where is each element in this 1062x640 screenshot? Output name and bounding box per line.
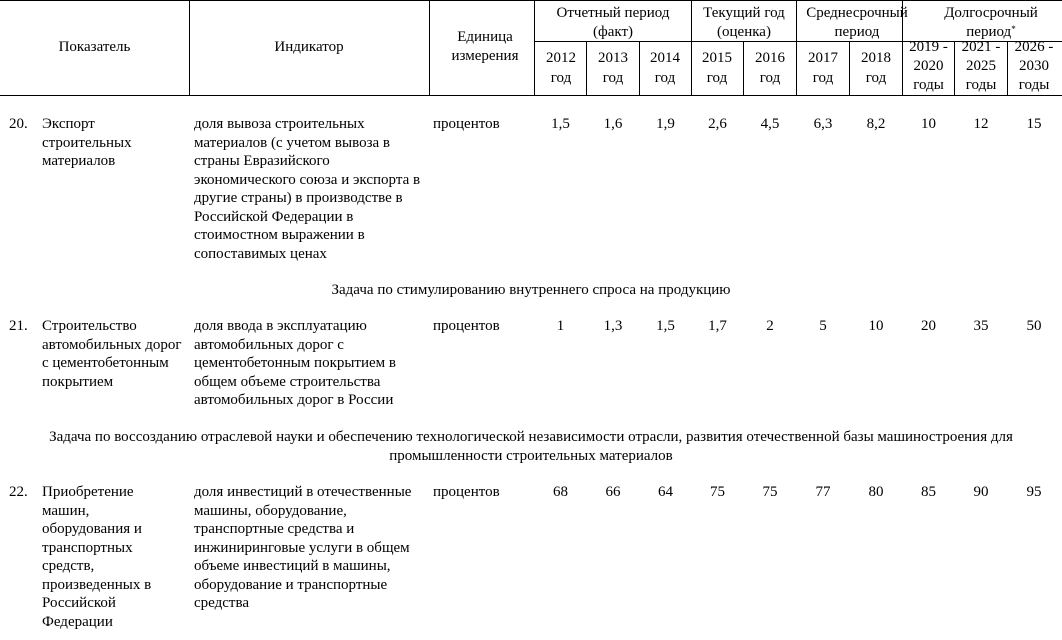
row-value: 85 [921, 484, 936, 500]
header-year: 2019 - 2020 годы [909, 39, 948, 93]
row-value: 8,2 [866, 116, 886, 132]
header-unit: Единица измерения [451, 29, 519, 64]
row-unit: процентов [433, 484, 500, 500]
row-value: 66 [605, 484, 621, 500]
row-value: 95 [1026, 484, 1042, 500]
row-unit: процентов [433, 318, 500, 334]
row-value: 80 [868, 484, 884, 500]
section-heading: Задача по стимулированию внутреннего спроса на продукцию [331, 282, 731, 298]
row-value: 64 [658, 484, 673, 500]
header-group-medium: Среднесрочный период [806, 5, 908, 40]
header-group-reported: Отчетный период (факт) [556, 5, 670, 40]
row-value: 68 [553, 484, 568, 500]
header-divider [586, 41, 587, 96]
header-year: 2013 год [598, 50, 628, 86]
row-value: 1,6 [603, 116, 623, 132]
header-year: 2017 год [808, 50, 838, 86]
row-value: 10 [868, 318, 884, 334]
row-value: 75 [710, 484, 725, 500]
section-heading: Задача по воссозданию отраслевой науки и обеспечению технологической независимости отрасли, развития отечественной базы машиностроения для промышленности строительных материалов [49, 429, 1013, 464]
header-group-long-footnote-mark: * [1011, 24, 1016, 34]
row-value: 50 [1026, 318, 1042, 334]
header-year: 2014 год [650, 50, 680, 86]
header-year: 2012 год [546, 50, 576, 86]
header-divider [639, 41, 640, 96]
row-value: 1,5 [551, 116, 570, 132]
row-value: 1,7 [708, 318, 727, 334]
header-divider [849, 41, 850, 96]
row-value: 2 [766, 318, 774, 334]
header-group-long-text: Долгосрочный период [944, 5, 1038, 40]
header-divider [743, 41, 744, 96]
header-group-current: Текущий год (оценка) [703, 5, 785, 40]
header-indicator-name: Показатель [58, 39, 131, 55]
row-name: Экспорт строительных материалов [42, 116, 132, 169]
row-value: 1,5 [656, 318, 675, 334]
row-value: 75 [762, 484, 778, 500]
row-indicator: доля вывоза строительных материалов (с учетом вывоза в страны Евразийского экономического союза и экспорта в другие страны) в производстве в Российской Федерации в стоимостном выражении в сопоставимых ценах [194, 116, 421, 262]
header-year: 2026 - 2030 годы [1014, 39, 1054, 93]
header-year: 2016 год [755, 50, 785, 86]
row-value: 90 [973, 484, 989, 500]
row-number: 22. [9, 484, 28, 500]
row-value: 2,6 [708, 116, 727, 132]
row-value: 1 [556, 318, 565, 334]
row-value: 35 [973, 318, 989, 334]
header-year: 2018 год [861, 50, 891, 86]
row-value: 15 [1026, 116, 1042, 132]
row-number: 20. [9, 116, 28, 132]
row-name: Приобретение машин, оборудования и транспортных средств, произведенных в Российской Федерации [42, 484, 152, 630]
row-value: 77 [815, 484, 831, 500]
header-indicator: Индикатор [274, 39, 344, 55]
row-value: 5 [819, 318, 827, 334]
row-number: 21. [9, 318, 28, 334]
row-value: 4,5 [760, 116, 780, 132]
row-indicator: доля ввода в эксплуатацию автомобильных дорог с цементобетонным покрытием в общем объеме строительства автомобильных дорог в России [194, 318, 397, 408]
row-name: Строительство автомобильных дорог с цементобетонным покрытием [42, 318, 182, 390]
row-value: 1,9 [656, 116, 675, 132]
header-year: 2021 - 2025 годы [961, 39, 1001, 93]
row-value: 6,3 [813, 116, 833, 132]
row-indicator: доля инвестиций в отечественные машины, оборудование, транспортные средства и инжиниринговые услуги в общем объеме инвестиций в машины, оборудование и транспортные средства [194, 484, 412, 611]
row-unit: процентов [433, 116, 500, 132]
row-value: 12 [973, 116, 989, 132]
header-year: 2015 год [702, 50, 732, 86]
header-divider [429, 0, 430, 96]
row-value: 10 [921, 116, 936, 132]
row-value: 20 [921, 318, 936, 334]
row-value: 1,3 [603, 318, 623, 334]
header-group-long [920, 4, 1062, 42]
